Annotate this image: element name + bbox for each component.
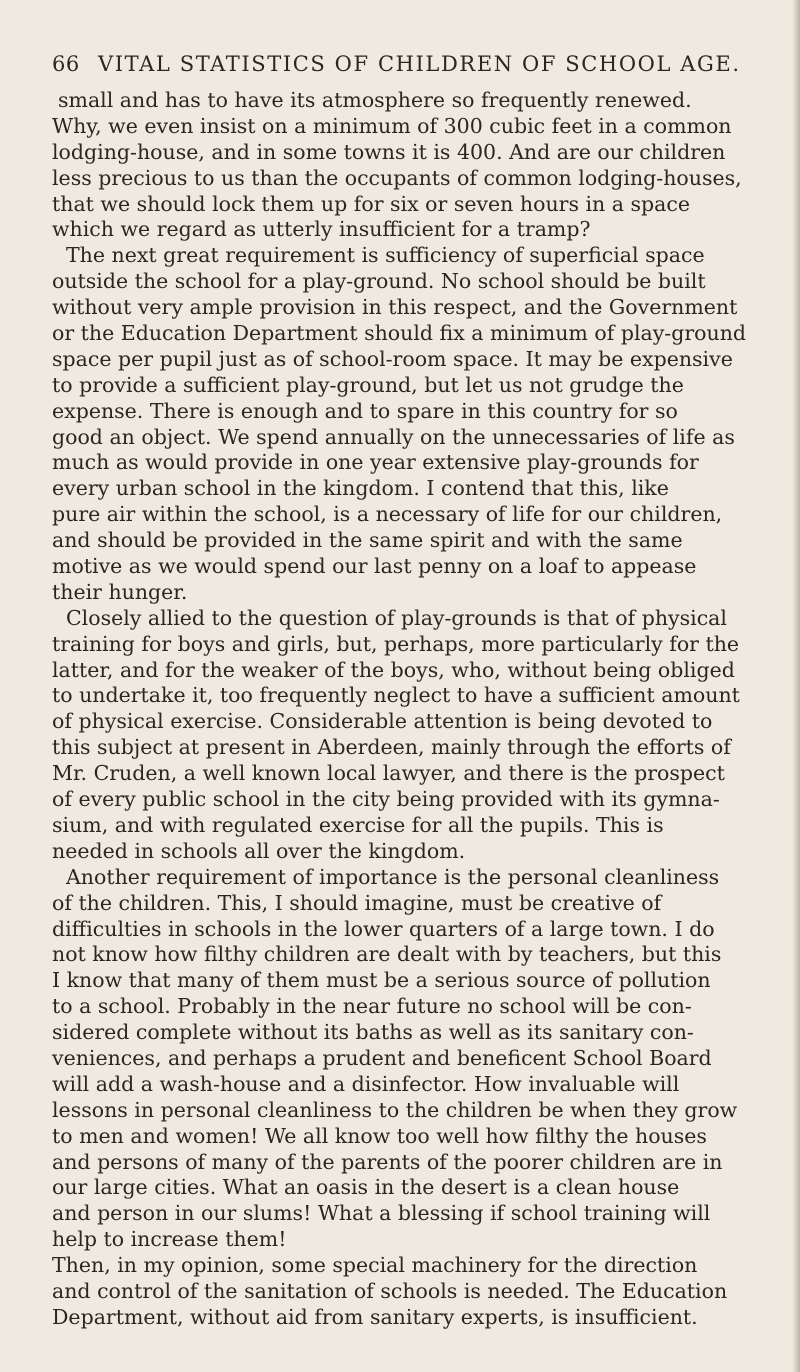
text-line: Another requirement of importance is the personal cleanliness <box>66 864 720 889</box>
text-line: not know how filthy children are dealt with by teachers, but this <box>52 942 722 967</box>
text-line: The next great requirement is sufficiency of superficial space <box>66 243 705 268</box>
text-line: of every public school in the city being provided with its gymna- <box>52 787 720 812</box>
text-line: and person in our slums! What a blessing if school training will <box>52 1201 711 1226</box>
page-header <box>52 52 768 86</box>
text-line: Mr. Cruden, a well known local lawyer, and there is the prospect <box>52 761 725 786</box>
text-line: of the children. This, I should imagine, must be creative of <box>52 890 662 915</box>
text-line: to a school. Probably in the near future no school will be con- <box>52 994 692 1019</box>
text-line: lodging-house, and in some towns it is 400. And are our children <box>52 139 726 164</box>
text-line: Why, we even insist on a minimum of 300 cubic feet in a common <box>52 113 732 138</box>
page-number: 66 <box>52 52 80 76</box>
text-line: their hunger. <box>52 579 188 604</box>
text-line: our large cities. What an oasis in the desert is a clean house <box>52 1175 680 1200</box>
text-line: good an object. We spend annually on the unnecessaries of life as <box>52 424 735 449</box>
text-line: sium, and with regulated exercise for all the pupils. This is <box>52 812 664 837</box>
text-line: Closely allied to the question of play-grounds is that of physical <box>66 605 727 630</box>
text-line: this subject at present in Aberdeen, mainly through the efforts of <box>52 735 731 760</box>
text-line: less precious to us than the occupants of common lodging-houses, <box>52 165 742 190</box>
text-line: of physical exercise. Considerable attention is being devoted to <box>52 709 713 734</box>
text-line: space per pupil just as of school-room space. It may be expensive <box>52 346 733 371</box>
text-line: expense. There is enough and to spare in this country for so <box>52 398 678 423</box>
text-line: pure air within the school, is a necessary of life for our children, <box>52 502 723 527</box>
text-line: sidered complete without its baths as well as its sanitary con- <box>52 1020 694 1045</box>
body-text <box>52 88 776 1331</box>
text-line: which we regard as utterly insufficient for a tramp? <box>52 217 591 242</box>
page-edge-shadow <box>793 0 800 1372</box>
text-line: I know that many of them must be a serious source of pollution <box>52 968 711 993</box>
text-line: or the Education Department should fix a minimum of play-ground <box>52 321 747 346</box>
text-line: lessons in personal cleanliness to the children be when they grow <box>52 1097 738 1122</box>
text-line: to provide a sufficient play-ground, but let us not grudge the <box>52 372 684 397</box>
text-line: to undertake it, too frequently neglect to have a sufficient amount <box>52 683 740 708</box>
text-line: Department, without aid from sanitary experts, is insufficient. <box>52 1304 698 1329</box>
text-line: outside the school for a play-ground. No school should be built <box>52 269 706 294</box>
text-line: to men and women! We all know too well how filthy the houses <box>52 1123 707 1148</box>
text-line: and should be provided in the same spirit and with the same <box>52 528 683 553</box>
text-line: and control of the sanitation of schools is needed. The Education <box>52 1278 728 1303</box>
running-head: VITAL STATISTICS OF CHILDREN OF SCHOOL AGE. <box>98 52 741 76</box>
text-line: and persons of many of the parents of the poorer children are in <box>52 1149 723 1174</box>
text-line: small and has to have its atmosphere so frequently renewed. <box>58 88 692 112</box>
text-line: training for boys and girls, but, perhaps, more particularly for the <box>52 631 740 656</box>
text-line: every urban school in the kingdom. I contend that this, like <box>52 476 669 501</box>
text-line: without very ample provision in this respect, and the Government <box>52 295 738 320</box>
text-line: help to increase them! <box>52 1227 287 1252</box>
text-line: needed in schools all over the kingdom. <box>52 838 466 863</box>
text-line: Then, in my opinion, some special machinery for the direction <box>52 1253 698 1278</box>
text-line: latter, and for the weaker of the boys, who, without being obliged <box>52 657 735 682</box>
text-line: difficulties in schools in the lower quarters of a large town. I do <box>52 916 715 941</box>
text-line: veniences, and perhaps a prudent and beneficent School Board <box>52 1045 712 1070</box>
text-line: motive as we would spend our last penny on a loaf to appease <box>52 554 697 579</box>
text-line: will add a wash-house and a disinfector. How invaluable will <box>52 1071 680 1096</box>
text-line: much as would provide in one year extensive play-grounds for <box>52 450 699 475</box>
text-line: that we should lock them up for six or seven hours in a space <box>52 191 690 216</box>
